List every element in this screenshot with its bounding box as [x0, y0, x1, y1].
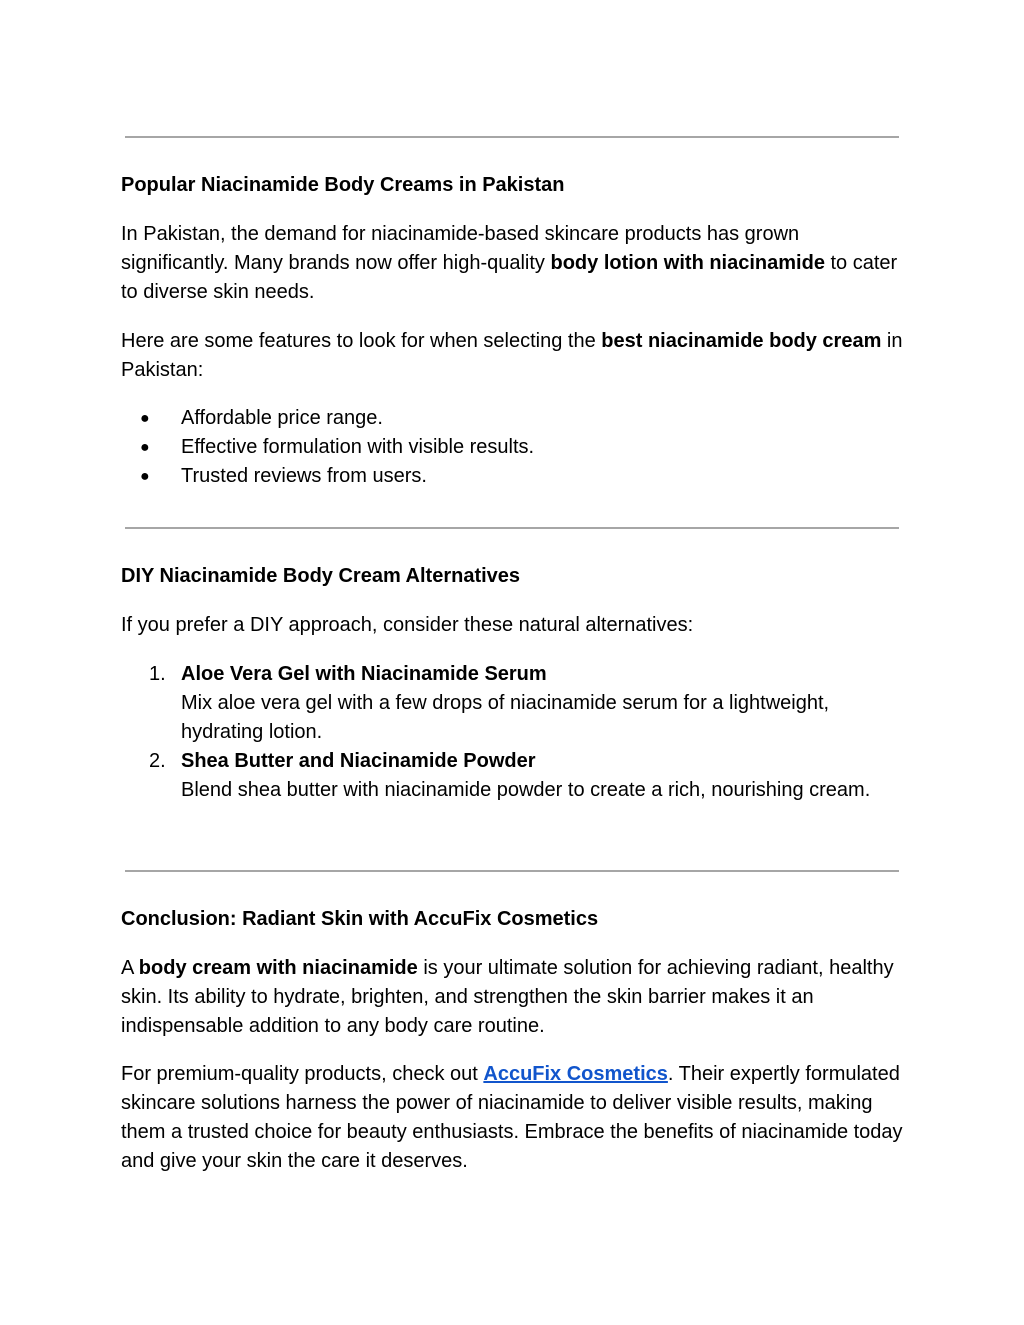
paragraph-demand: [121, 220, 907, 307]
list-number: 2.: [149, 750, 166, 772]
paragraph-demand-text-end: to cater to diverse skin needs.: [121, 252, 898, 303]
accufix-cosmetics-link[interactable]: AccuFix Cosmetics: [483, 1063, 668, 1085]
section-heading-diy: DIY Niacinamide Body Cream Alternatives: [121, 565, 521, 587]
paragraph-features-text-start: Here are some features to look for when selecting the: [121, 330, 602, 352]
list-item-text: Mix aloe vera gel with a few drops of niacinamide serum for a lightweight, hydrating lotion.: [181, 692, 830, 743]
list-item: [121, 433, 907, 462]
list-item-text: Trusted reviews from users.: [181, 465, 427, 487]
list-item: [121, 404, 907, 433]
paragraph-demand-text-start: In Pakistan, the demand for niacinamide-based skincare products has grown significantly. Many brands now offer high-quality: [121, 223, 800, 274]
paragraph-conclusion-text-start: A: [121, 957, 139, 979]
list-item-text: Blend shea butter with niacinamide powder to create a rich, nourishing cream.: [181, 779, 871, 801]
list-item-title: Shea Butter and Niacinamide Powder: [181, 750, 536, 772]
section-heading-popular: Popular Niacinamide Body Creams in Pakistan: [121, 174, 565, 196]
section-heading-conclusion: Conclusion: Radiant Skin with AccuFix Cosmetics: [121, 908, 599, 930]
list-item: [121, 462, 907, 491]
horizontal-rule-1: [125, 136, 899, 138]
paragraph-features-bold: best niacinamide body cream: [601, 330, 882, 352]
paragraph-conclusion-bold: body cream with niacinamide: [138, 957, 418, 979]
bullet-marker: ●: [140, 410, 150, 427]
paragraph-premium-text-start: For premium-quality products, check out: [121, 1063, 484, 1085]
paragraph-premium-text-end: . Their expertly formulated skincare solutions harness the power of niacinamide to deliver visible results, making them a trusted choice for beauty enthusiasts. Embrace the benefits of niacinamide today and give your skin the care it deserves.: [121, 1063, 903, 1172]
paragraph-conclusion-text-end: is your ultimate solution for achieving radiant, healthy skin. Its ability to hydrate, brighten, and strengthen the skin barrier makes it an indispensable addition to any body care routine.: [121, 957, 894, 1037]
paragraph-conclusion: [121, 954, 907, 1041]
horizontal-rule-3: [125, 870, 899, 872]
paragraph-features: [121, 327, 907, 385]
list-item-text: Effective formulation with visible results.: [181, 436, 535, 458]
list-item: [121, 747, 907, 805]
list-item-title: Aloe Vera Gel with Niacinamide Serum: [181, 663, 547, 685]
paragraph-demand-bold: body lotion with niacinamide: [550, 252, 825, 274]
paragraph-premium: [121, 1060, 907, 1176]
horizontal-rule-2: [125, 527, 899, 529]
list-item: [121, 660, 907, 747]
paragraph-features-text-end: in Pakistan:: [121, 330, 903, 381]
bullet-marker: ●: [140, 439, 150, 456]
bullet-marker: ●: [140, 468, 150, 485]
list-item-text: Affordable price range.: [181, 407, 383, 429]
diy-numbered-list: [121, 660, 907, 805]
paragraph-diy-intro: If you prefer a DIY approach, consider these natural alternatives:: [121, 614, 694, 636]
features-bullet-list: [121, 404, 907, 491]
list-number: 1.: [149, 663, 166, 685]
